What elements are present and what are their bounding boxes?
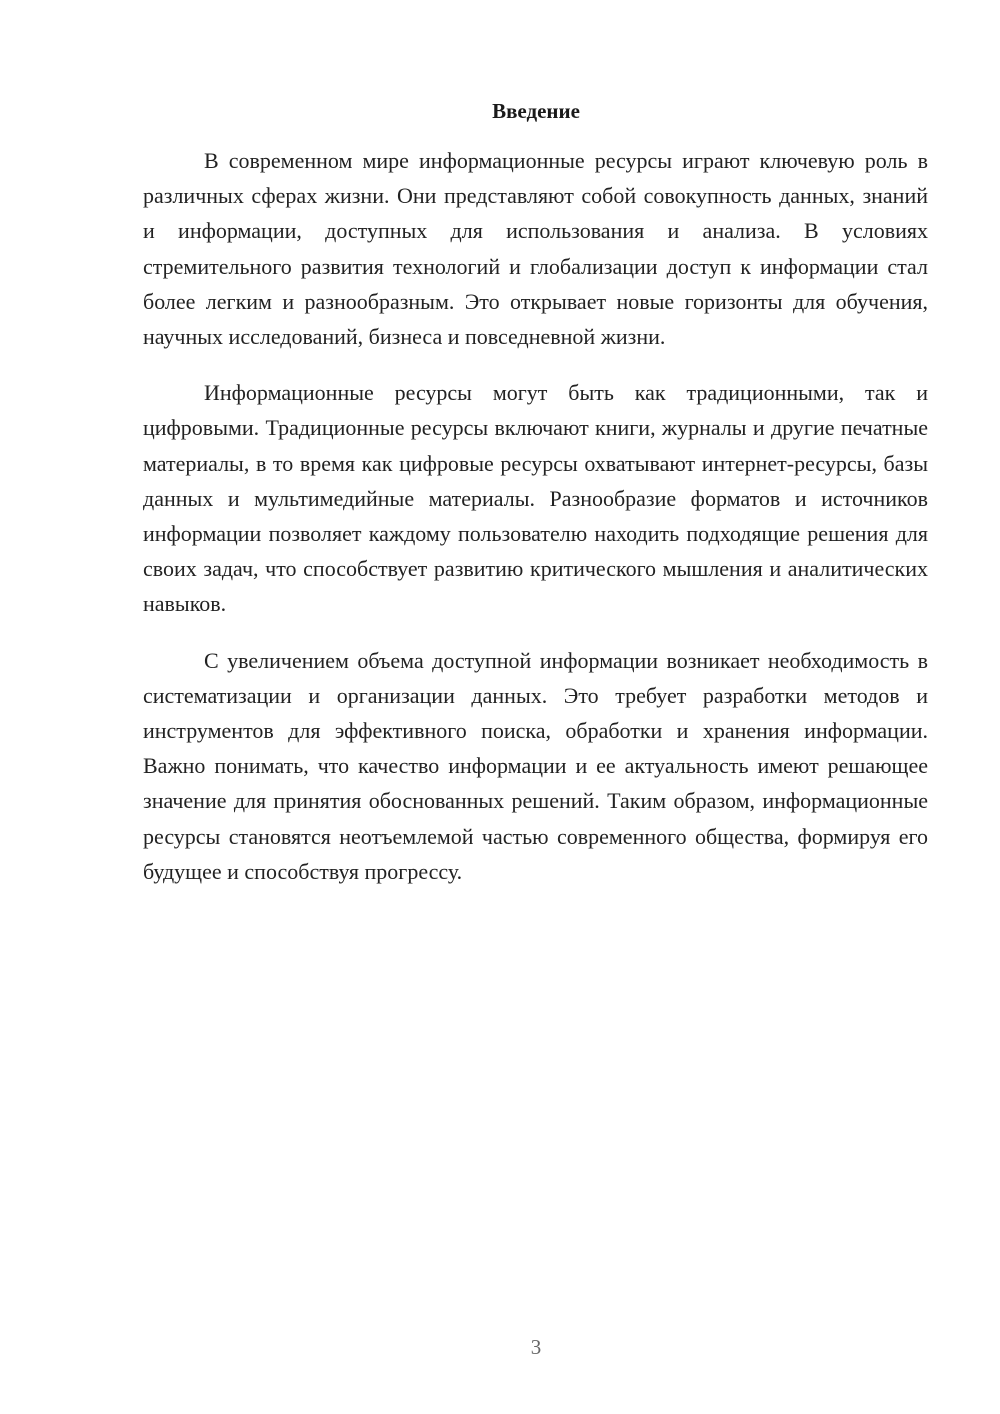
body-text [143,143,928,910]
paragraph-3: С увеличением объема доступной информации возникает необходимость в систематизации и организации данных. Это требует разработки методов и инструментов для эффективного поиска, обработки и хранения информации. Важно понимать, что качество информации и ее актуальность имеют решающее значение для принятия обоснованных решений. Таким образом, информационные ресурсы становятся неотъемлемой частью современного общества, формируя его будущее и способствуя прогрессу. [143,647,928,884]
paragraph-2: Информационные ресурсы могут быть как традиционными, так и цифровыми. Традиционные ресурсы включают книги, журналы и другие печатные материалы, в то время как цифровые ресурсы охватывают интернет-ресурсы, базы данных и мультимедийные материалы. Разнообразие форматов и источников информации позволяет каждому пользователю находить подходящие решения для своих задач, что способствует развитию критического мышления и аналитических навыков. [143,380,928,617]
paragraph-1: В современном мире информационные ресурсы играют ключевую роль в различных сферах жизни. Они представляют собой совокупность данных, знаний и информации, доступных для использования и анализа. В условиях стремительного развития технологий и глобализации доступ к информации стал более легким и разнообразным. Это открывает новые горизонты для обучения, научных исследований, бизнеса и повседневной жизни. [143,148,928,350]
section-heading: Введение [492,99,580,123]
page-number: 3 [530,1335,542,1359]
